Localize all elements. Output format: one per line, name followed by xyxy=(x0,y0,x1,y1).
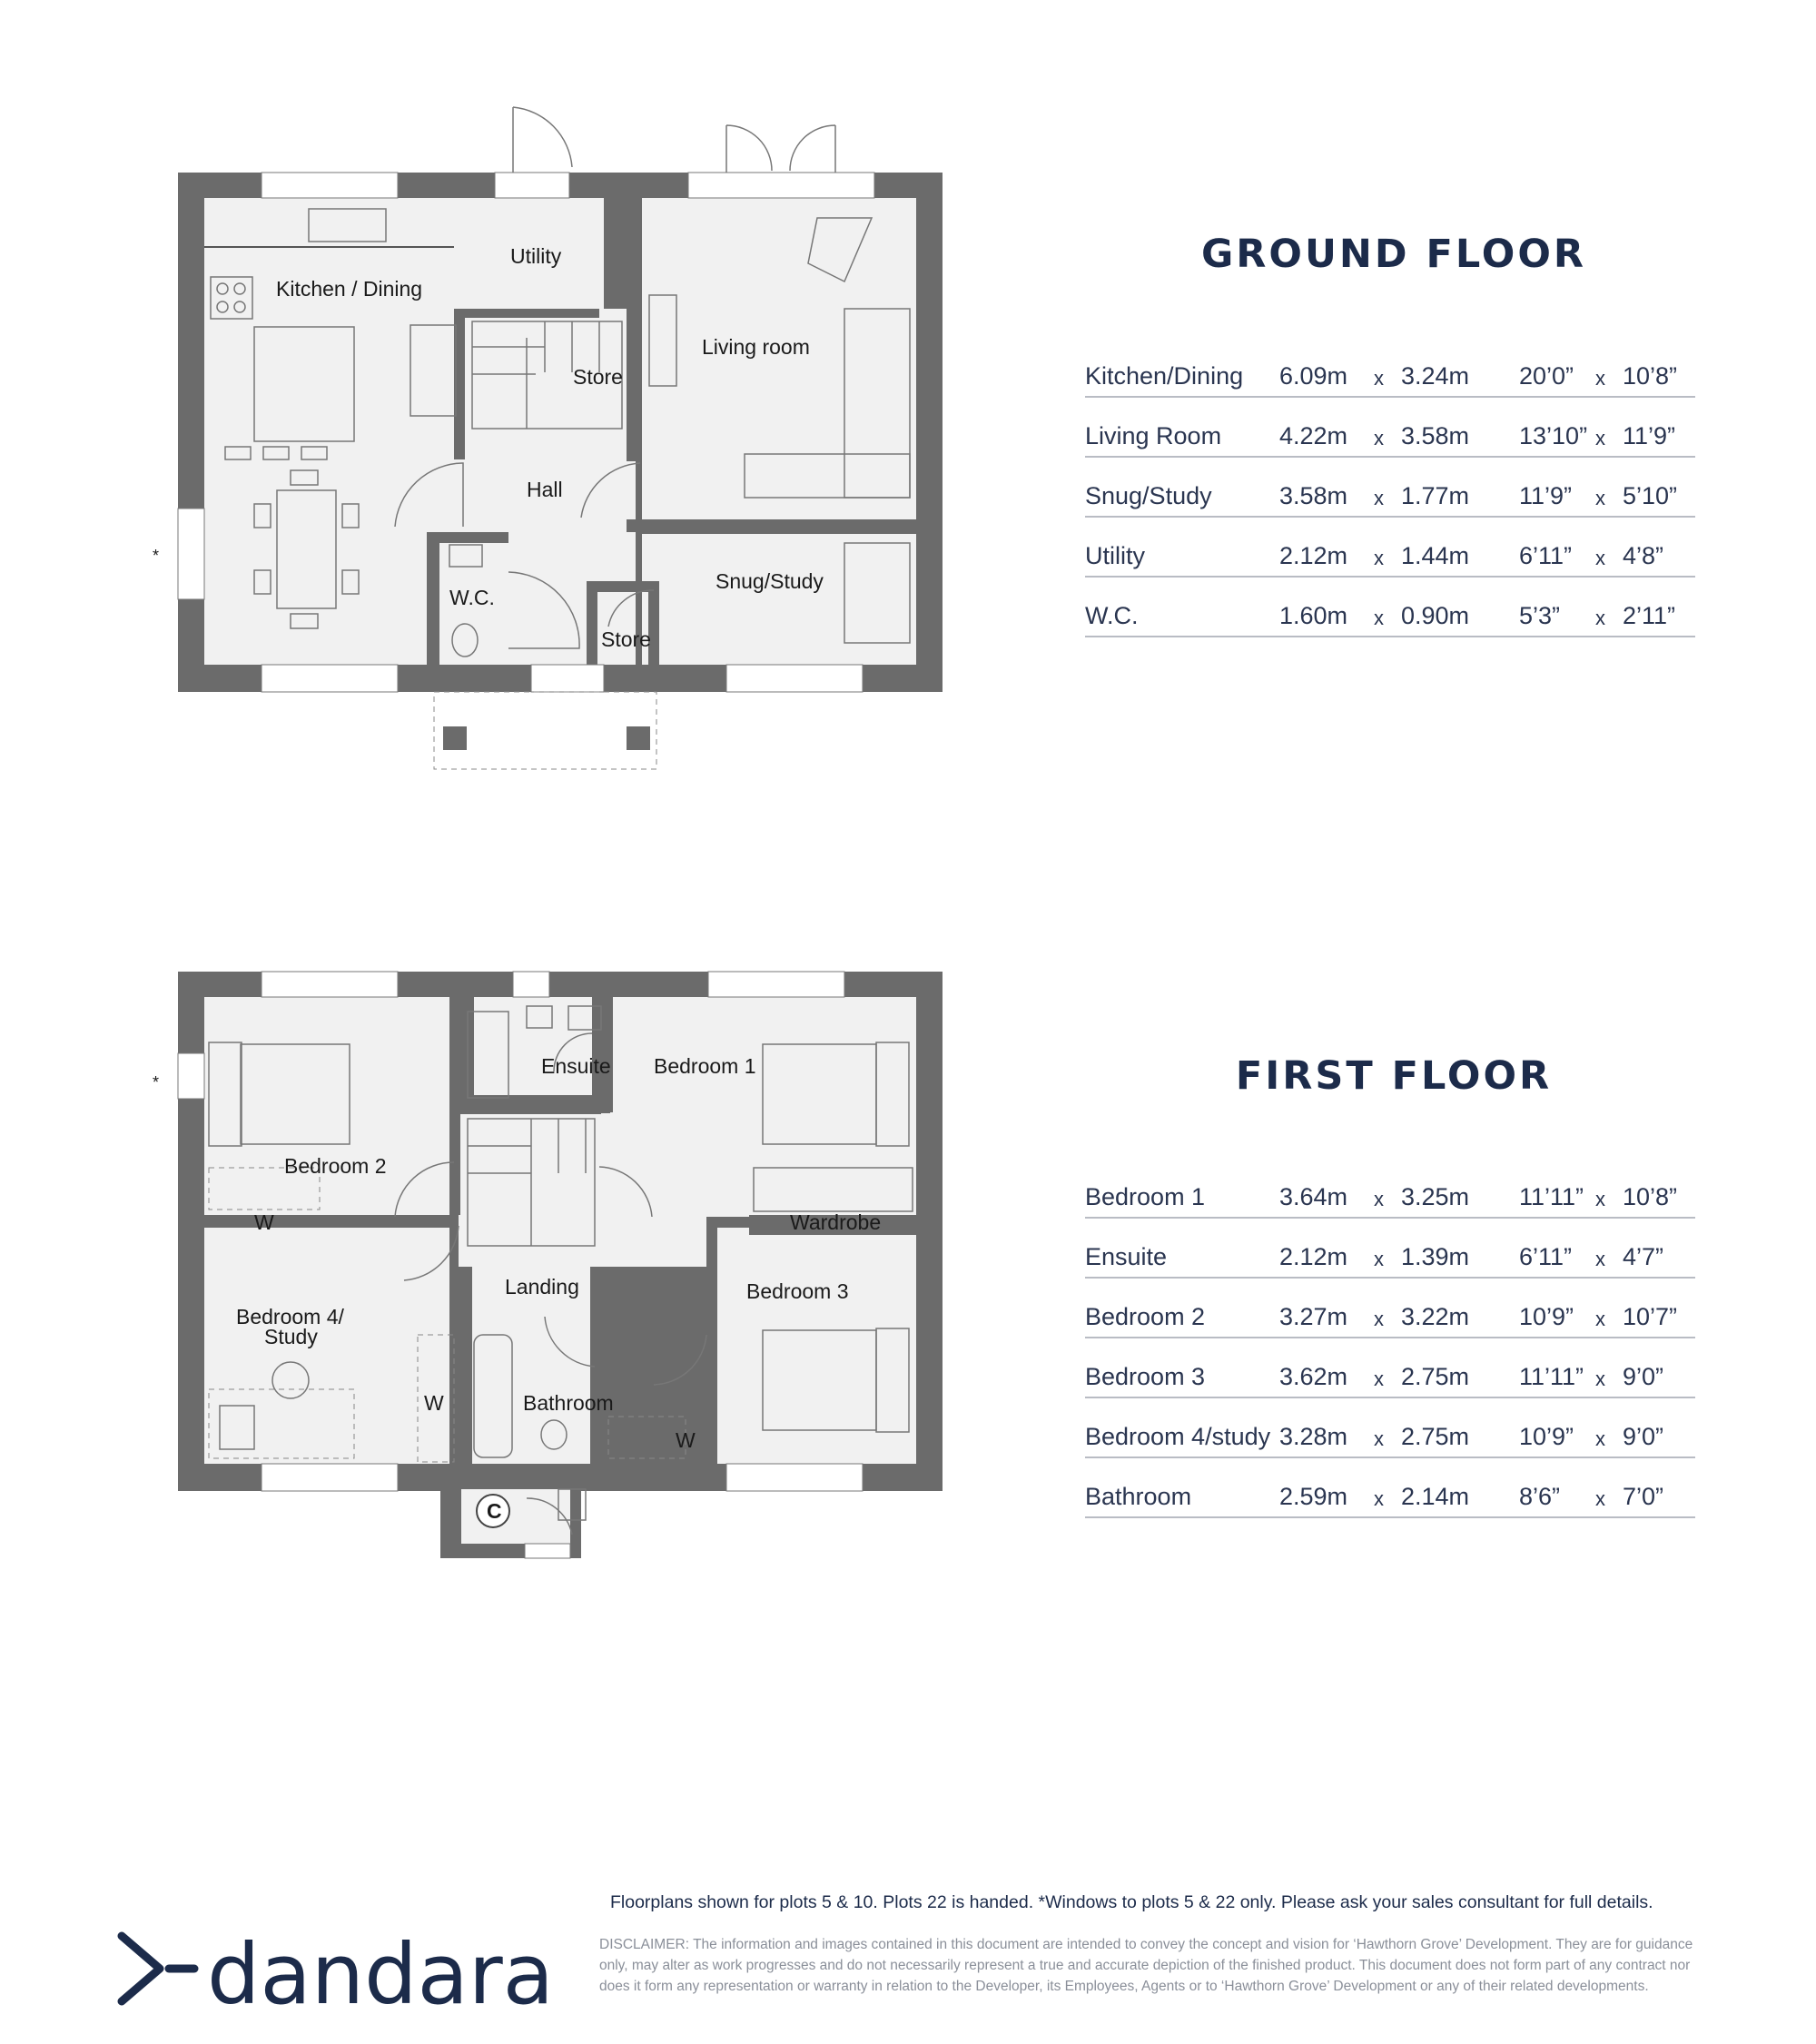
metric-length: 3.58m xyxy=(1279,482,1348,509)
porch-canopy xyxy=(434,692,656,769)
metric-length: 3.64m xyxy=(1279,1183,1348,1210)
metric-width: 1.77m xyxy=(1401,482,1470,509)
partition xyxy=(587,581,597,665)
patio-door-opening xyxy=(688,173,874,198)
label-hall: Hall xyxy=(527,478,563,501)
partition xyxy=(204,1217,457,1228)
window xyxy=(178,1053,204,1099)
metric-length: 3.27m xyxy=(1279,1303,1348,1330)
metric-width: 3.24m xyxy=(1401,362,1470,390)
dimension-separator: x xyxy=(1374,1487,1384,1510)
room-name: Utility xyxy=(1085,542,1145,569)
metric-width: 2.14m xyxy=(1401,1483,1470,1510)
label-kitchen-dining: Kitchen / Dining xyxy=(276,277,423,301)
dimension-row xyxy=(1085,1338,1695,1398)
utility-door-opening xyxy=(495,173,569,198)
patio-doors-swing xyxy=(726,125,835,173)
label-living-room: Living room xyxy=(702,335,810,359)
dimension-separator: x xyxy=(1595,1368,1605,1390)
utility-door-swing xyxy=(513,107,572,173)
dimension-separator: x xyxy=(1374,547,1384,569)
dimension-row xyxy=(1085,1279,1695,1338)
room-name: Snug/Study xyxy=(1085,482,1212,509)
imperial-length: 11’9” xyxy=(1519,482,1573,509)
imperial-length: 6’11” xyxy=(1519,1243,1573,1270)
room-name: Bathroom xyxy=(1085,1483,1192,1510)
room-name: Bedroom 3 xyxy=(1085,1363,1206,1390)
label-wc: W.C. xyxy=(449,586,495,609)
dimension-separator: x xyxy=(1595,1487,1605,1510)
metric-length: 6.09m xyxy=(1279,362,1348,390)
label-snug-study: Snug/Study xyxy=(716,569,824,593)
label-bedroom-1: Bedroom 1 xyxy=(654,1054,756,1078)
imperial-length: 11’11” xyxy=(1519,1183,1584,1210)
dimension-separator: x xyxy=(1595,1248,1605,1270)
living-room-floor xyxy=(642,198,916,519)
window xyxy=(513,972,549,997)
logo-wordmark: dandara xyxy=(207,1926,552,2023)
metric-width: 1.39m xyxy=(1401,1243,1470,1270)
room-name: Bedroom 1 xyxy=(1085,1183,1206,1210)
dimension-separator: x xyxy=(1595,1427,1605,1450)
dimension-separator: x xyxy=(1374,607,1384,629)
imperial-width: 4’7” xyxy=(1623,1243,1664,1270)
label-landing: Landing xyxy=(505,1275,579,1298)
dimension-row xyxy=(1085,518,1695,578)
imperial-length: 10’9” xyxy=(1519,1423,1574,1450)
dimension-row xyxy=(1085,458,1695,518)
partition xyxy=(706,1217,717,1398)
metric-width: 1.44m xyxy=(1401,542,1470,569)
dimension-row xyxy=(1085,578,1695,637)
dimension-row xyxy=(1085,1398,1695,1458)
dimension-separator: x xyxy=(1374,1427,1384,1450)
room-name: Bedroom 2 xyxy=(1085,1303,1206,1330)
label-utility: Utility xyxy=(510,244,562,268)
dimension-row xyxy=(1085,1159,1695,1219)
metric-width: 2.75m xyxy=(1401,1423,1470,1450)
imperial-width: 7’0” xyxy=(1623,1483,1664,1510)
metric-width: 3.22m xyxy=(1401,1303,1470,1330)
partition xyxy=(427,532,439,665)
label-w: W xyxy=(254,1210,274,1234)
dimension-separator: x xyxy=(1595,1188,1605,1210)
metric-length: 2.59m xyxy=(1279,1483,1348,1510)
metric-width: 3.25m xyxy=(1401,1183,1470,1210)
dimension-row xyxy=(1085,398,1695,458)
metric-width: 2.75m xyxy=(1401,1363,1470,1390)
metric-length: 3.62m xyxy=(1279,1363,1348,1390)
dimension-separator: x xyxy=(1595,1308,1605,1330)
label-bedroom-2: Bedroom 2 xyxy=(284,1154,387,1178)
imperial-width: 4’8” xyxy=(1623,542,1664,569)
partition xyxy=(449,997,460,1215)
window xyxy=(262,972,398,997)
imperial-length: 8’6” xyxy=(1519,1483,1561,1510)
room-name: Bedroom 4/study xyxy=(1085,1423,1271,1450)
label-cylinder: C xyxy=(487,1499,502,1523)
room-name: Living Room xyxy=(1085,422,1222,449)
imperial-width: 10’7” xyxy=(1623,1303,1678,1330)
window xyxy=(178,509,204,599)
partition xyxy=(454,309,599,318)
dimension-separator: x xyxy=(1595,367,1605,390)
snug-floor xyxy=(642,534,916,665)
window xyxy=(525,1544,570,1558)
dimension-separator: x xyxy=(1374,1188,1384,1210)
first-floor-dimensions xyxy=(1085,1159,1695,1518)
dimension-separator: x xyxy=(1374,1248,1384,1270)
dimension-separator: x xyxy=(1595,487,1605,509)
label-w: W xyxy=(676,1428,696,1452)
label-bedroom-3: Bedroom 3 xyxy=(746,1279,849,1303)
imperial-length: 20’0” xyxy=(1519,362,1574,390)
dimension-row xyxy=(1085,1219,1695,1279)
plots-note: Floorplans shown for plots 5 & 10. Plots 22 is handed. *Windows to plots 5 & 22 only. Please ask your sales consultant for full details. xyxy=(610,1892,1653,1912)
window xyxy=(708,972,844,997)
imperial-width: 2’11” xyxy=(1623,602,1676,629)
window xyxy=(262,1464,398,1491)
dandara-chevron-icon xyxy=(116,1923,552,2023)
partition xyxy=(427,532,508,543)
label-w: W xyxy=(424,1391,444,1415)
metric-width: 0.90m xyxy=(1401,602,1470,629)
metric-length: 2.12m xyxy=(1279,1243,1348,1270)
label-store: Store xyxy=(601,627,651,651)
imperial-length: 6’11” xyxy=(1519,542,1573,569)
partition xyxy=(457,1317,469,1464)
window xyxy=(726,1464,863,1491)
dimension-row xyxy=(1085,338,1695,398)
imperial-width: 11’9” xyxy=(1623,422,1676,449)
dimension-row xyxy=(1085,1458,1695,1518)
imperial-length: 10’9” xyxy=(1519,1303,1574,1330)
front-door-opening xyxy=(531,665,604,692)
imperial-width: 5’10” xyxy=(1623,482,1678,509)
label-ensuite: Ensuite xyxy=(541,1054,611,1078)
imperial-width: 9’0” xyxy=(1623,1423,1664,1450)
first-floor-plan xyxy=(145,953,962,1571)
imperial-width: 9’0” xyxy=(1623,1363,1664,1390)
dimension-separator: x xyxy=(1374,487,1384,509)
window xyxy=(726,665,863,692)
landing-floor xyxy=(459,1112,749,1267)
imperial-width: 10’8” xyxy=(1623,1183,1678,1210)
imperial-width: 10’8” xyxy=(1623,362,1678,390)
imperial-length: 5’3” xyxy=(1519,602,1561,629)
room-name: W.C. xyxy=(1085,602,1139,629)
label-wardrobe: Wardrobe xyxy=(790,1210,882,1234)
metric-length: 2.12m xyxy=(1279,542,1348,569)
label-study: Study xyxy=(264,1325,318,1348)
dimension-separator: x xyxy=(1374,427,1384,449)
imperial-length: 13’10” xyxy=(1519,422,1588,449)
room-name: Ensuite xyxy=(1085,1243,1168,1270)
window-asterisk: * xyxy=(153,1073,160,1091)
label-bedroom-4: Bedroom 4/ xyxy=(236,1305,344,1328)
disclaimer: DISCLAIMER: The information and images contained in this document are intended to convey the concept and vision for ‘Hawthorn Grove’ Development. They are for guidance only, may alter as work progresses and do not necessarily represent a true and accurate depiction of the finished product. This document does not form part of any contract nor does it form any representation or warranty in relation to the Developer, its Employees, Agents or to ‘Hawthorn Grove’ Development or any of their related developments. xyxy=(599,1937,1693,1994)
partition xyxy=(627,519,928,532)
ground-floor-title: GROUND FLOOR xyxy=(1201,232,1586,277)
room-name: Kitchen/Dining xyxy=(1085,362,1244,390)
dimension-separator: x xyxy=(1595,607,1605,629)
first-floor-title: FIRST FLOOR xyxy=(1235,1053,1553,1099)
window-asterisk: * xyxy=(153,547,160,565)
dimension-separator: x xyxy=(1374,367,1384,390)
dimension-separator: x xyxy=(1595,547,1605,569)
bedroom-4-floor xyxy=(204,1226,449,1464)
ground-floor-dimensions xyxy=(1085,338,1695,637)
metric-length: 4.22m xyxy=(1279,422,1348,449)
metric-length: 3.28m xyxy=(1279,1423,1348,1450)
window xyxy=(262,665,398,692)
dimension-separator: x xyxy=(1374,1308,1384,1330)
dimension-separator: x xyxy=(1595,427,1605,449)
imperial-length: 11’11” xyxy=(1519,1363,1584,1390)
metric-width: 3.58m xyxy=(1401,422,1470,449)
dimension-separator: x xyxy=(1374,1368,1384,1390)
label-bathroom: Bathroom xyxy=(523,1391,614,1415)
partition xyxy=(460,1103,601,1114)
bedroom-3-floor xyxy=(717,1235,916,1464)
window xyxy=(262,173,398,198)
dandara-logo xyxy=(116,1923,552,2023)
metric-length: 1.60m xyxy=(1279,602,1348,629)
label-store: Store xyxy=(573,365,623,389)
partition xyxy=(627,198,639,461)
ground-floor-plan xyxy=(145,100,962,772)
